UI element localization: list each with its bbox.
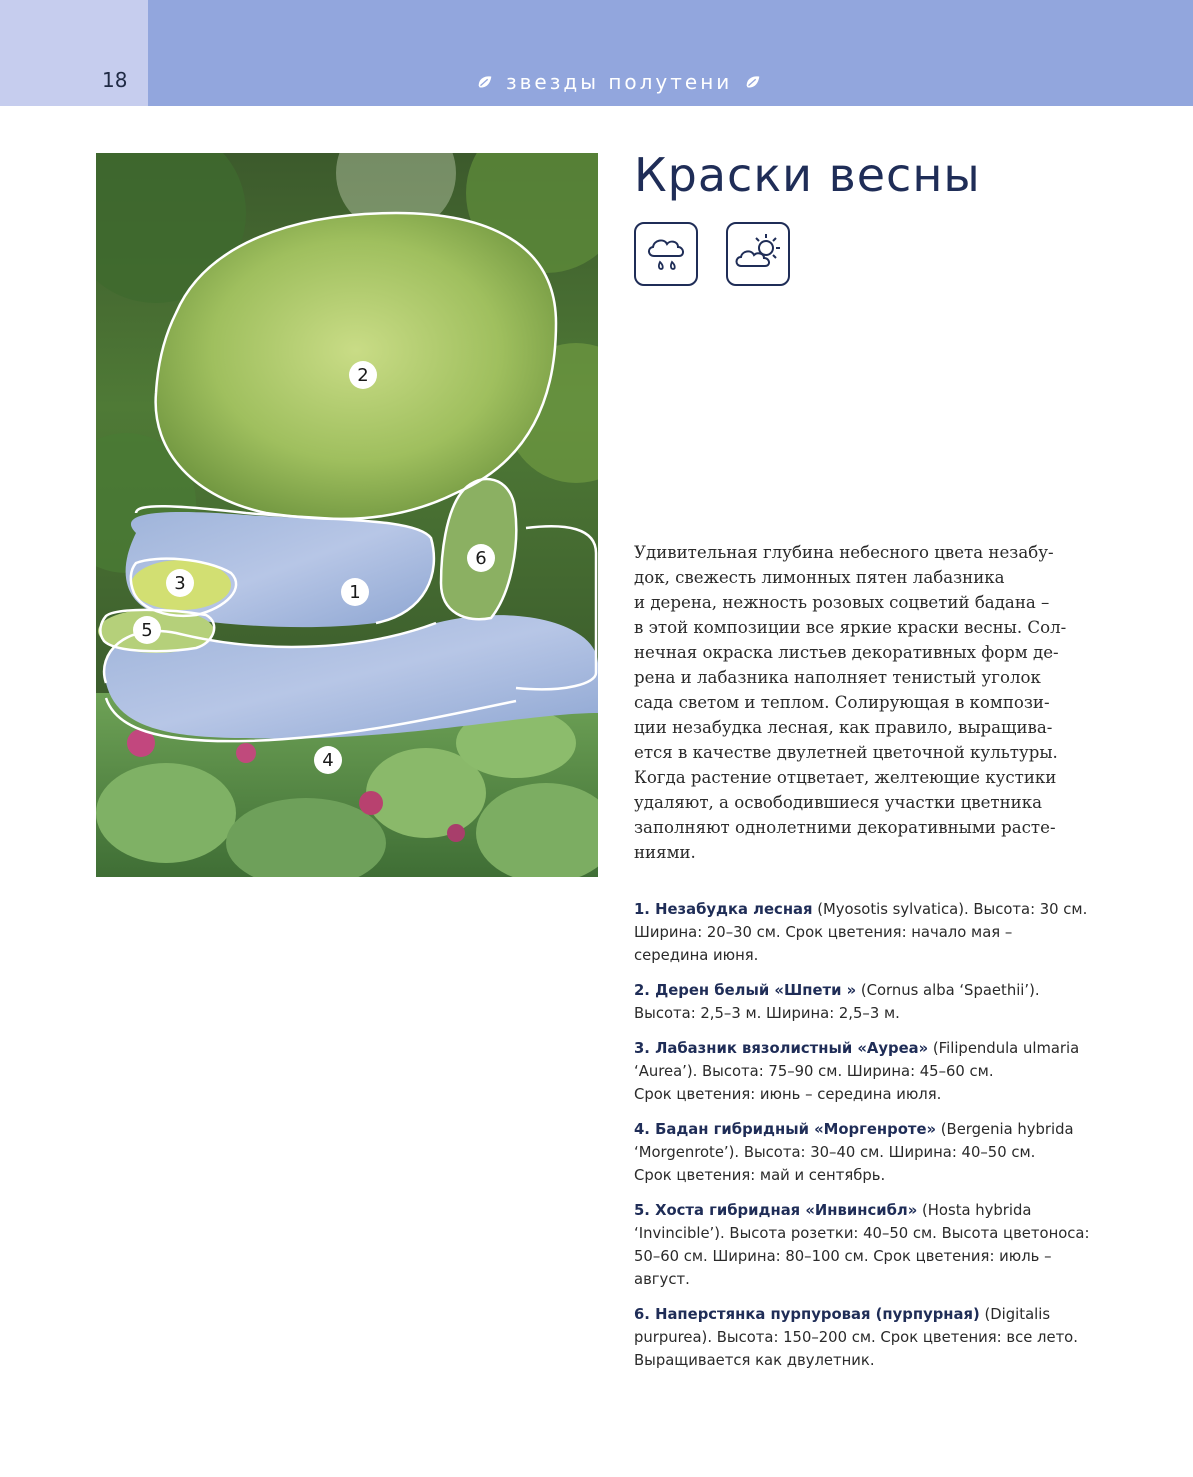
legend-details: (Hosta hybrida [917, 1202, 1032, 1219]
scheme-marker: 5 [133, 616, 161, 644]
legend-item [634, 1037, 1124, 1106]
description-line: заполняют однолетними декоративными расте- [634, 818, 1056, 837]
description-line: док, свежесть лимонных пятен лабазника [634, 568, 1005, 587]
legend-plant-name: 6. Наперстянка пурпуровая (пурпурная) [634, 1306, 980, 1323]
description-line: Удивительная глубина небесного цвета незабу- [634, 543, 1054, 562]
description-line: рена и лабазника наполняет тенистый уголок [634, 668, 1041, 687]
legend-details: (Cornus alba ‘Spaethii’). [856, 982, 1040, 999]
plant-legend [634, 898, 1124, 1384]
legend-details: ‘Morgenrote’). Высота: 30–40 см. Ширина: 40–50 см. [634, 1144, 1036, 1161]
description-line: и дерена, нежность розовых соцветий бадана – [634, 593, 1050, 612]
scheme-marker: 3 [166, 569, 194, 597]
scheme-marker: 4 [314, 746, 342, 774]
legend-plant-name: 4. Бадан гибридный «Моргенроте» [634, 1121, 937, 1138]
legend-details: Высота: 2,5–3 м. Ширина: 2,5–3 м. [634, 1005, 900, 1022]
section-title: Краски весны [634, 148, 981, 202]
legend-details: (Myosotis sylvatica). Высота: 30 см. [812, 901, 1088, 918]
leaf-ornament-icon [476, 73, 494, 91]
legend-plant-name: 1. Незабудка лесная [634, 901, 813, 918]
planting-scheme [96, 153, 598, 877]
description-line: ниями. [634, 843, 696, 862]
legend-details: purpurea). Высота: 150–200 см. Срок цветения: все лето. [634, 1329, 1078, 1346]
sun-cloud-icon [726, 222, 790, 286]
leaf-ornament-icon [744, 73, 762, 91]
description-line: ется в качестве двулетней цветочной культуры. [634, 743, 1058, 762]
legend-details: середина июня. [634, 947, 759, 964]
scheme-marker: 1 [341, 578, 369, 606]
legend-item [634, 1118, 1124, 1187]
legend-details: (Filipendula ulmaria [928, 1040, 1080, 1057]
legend-details: август. [634, 1271, 690, 1288]
legend-item [634, 1303, 1124, 1372]
description-line: удаляют, а освободившиеся участки цветника [634, 793, 1042, 812]
legend-item [634, 979, 1124, 1025]
description-line: сада светом и теплом. Солирующая в компози- [634, 693, 1050, 712]
running-head [476, 68, 762, 96]
description-line: Когда растение отцветает, желтеющие кустики [634, 768, 1057, 787]
legend-plant-name: 5. Хоста гибридная «Инвинсибл» [634, 1202, 918, 1219]
scheme-marker: 6 [467, 544, 495, 572]
description-line: в этой композиции все яркие краски весны. Сол- [634, 618, 1067, 637]
description-line: нечная окраска листьев декоративных форм де- [634, 643, 1059, 662]
rain-cloud-icon [634, 222, 698, 286]
legend-plant-name: 3. Лабазник вязолистный «Ауреа» [634, 1040, 929, 1057]
legend-details: Ширина: 20–30 см. Срок цветения: начало мая – [634, 924, 1013, 941]
running-head-text: звезды полутени [506, 70, 733, 94]
legend-plant-name: 2. Дерен белый «Шпети » [634, 982, 857, 999]
legend-item [634, 898, 1124, 967]
legend-details: ‘Invincible’). Высота розетки: 40–50 см. Высота цветоноса: [634, 1225, 1090, 1242]
description-line: ции незабудка лесная, как правило, выращива- [634, 718, 1053, 737]
legend-details: Выращивается как двулетник. [634, 1352, 875, 1369]
page-header [0, 0, 1193, 106]
conditions-icons [634, 222, 790, 286]
garden-photo [96, 153, 598, 877]
legend-details: (Digitalis [979, 1306, 1051, 1323]
legend-details: ‘Aurea’). Высота: 75–90 см. Ширина: 45–60 см. [634, 1063, 994, 1080]
legend-details: 50–60 см. Ширина: 80–100 см. Срок цветения: июль – [634, 1248, 1052, 1265]
legend-details: (Bergenia hybrida [936, 1121, 1074, 1138]
legend-details: Срок цветения: июнь – середина июля. [634, 1086, 942, 1103]
legend-details: Срок цветения: май и сентябрь. [634, 1167, 886, 1184]
description-text [634, 540, 1114, 865]
page-number: 18 [102, 68, 128, 92]
legend-item [634, 1199, 1124, 1291]
scheme-marker: 2 [349, 361, 377, 389]
